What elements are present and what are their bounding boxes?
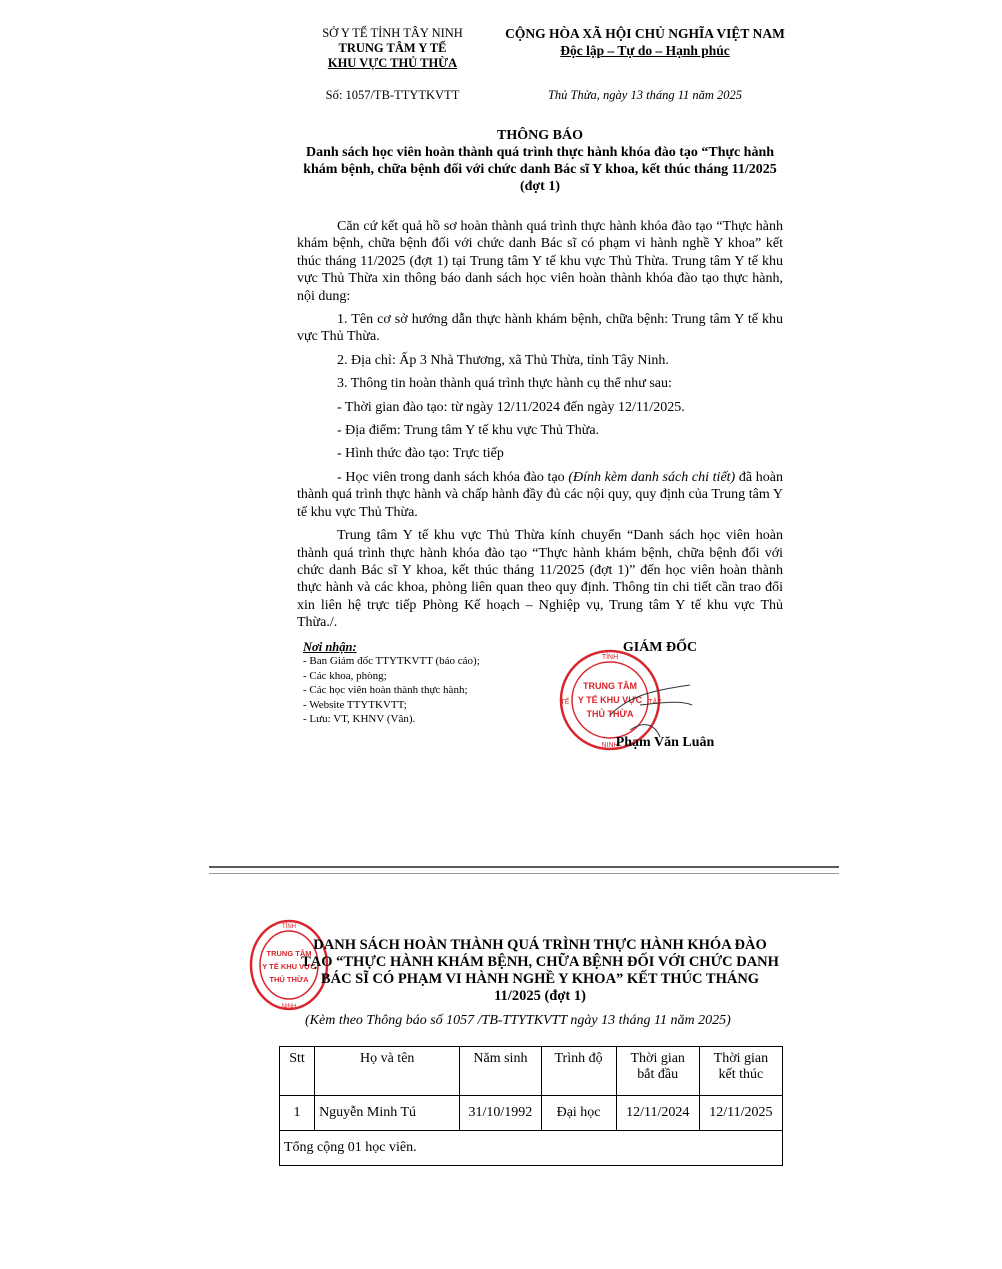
bullet-students — [297, 469, 783, 521]
seal-line-1: TRUNG TÂM — [583, 681, 637, 691]
bullet-students-text: - Học viên trong danh sách khóa đào tạo — [337, 469, 569, 485]
cell-stt: 1 — [280, 1096, 315, 1131]
bullet-training-form: - Hình thức đào tạo: Trực tiếp — [337, 446, 504, 462]
cell-qualification: Đại học — [541, 1096, 616, 1131]
col-header-start-date: Thời gian bắt đầu — [616, 1047, 699, 1096]
student-table — [279, 1046, 783, 1166]
table-total-row — [280, 1131, 783, 1166]
total-count: Tổng cộng 01 học viên. — [280, 1131, 783, 1166]
org-name-line2: KHU VỰC THỦ THỪA — [327, 56, 458, 70]
item-address: 2. Địa chỉ: Ấp 3 Nhà Thương, xã Thủ Thừa, tỉnh Tây Ninh. — [337, 352, 669, 368]
bullet-training-time: - Thời gian đào tạo: từ ngày 12/11/2024 đến ngày 12/11/2025. — [337, 399, 685, 415]
recipient-item: - Website TTYTKVTT; — [303, 698, 407, 711]
seal-top-text: TỈNH — [601, 654, 619, 661]
national-header — [500, 26, 790, 60]
cell-end-date: 12/11/2025 — [699, 1096, 782, 1131]
page-separator — [209, 866, 839, 874]
national-motto: Độc lập – Tự do – Hạnh phúc — [560, 43, 730, 58]
attachment-seal-line-1: TRUNG TÂM — [266, 949, 312, 958]
notice-subtitle: Danh sách học viên hoàn thành quá trình thực hành khóa đào tạo “Thực hành khám bệnh, chữa bệnh đối với chức danh Bác sĩ Y khoa, kết thúc tháng 11/2025 (đợt 1) — [303, 145, 777, 194]
recipients-heading: Nơi nhận: — [303, 640, 357, 654]
recipient-item: - Các khoa, phòng; — [303, 669, 387, 682]
seal-line-3: THỦ THỪA — [586, 709, 634, 719]
notice-body — [297, 218, 783, 638]
bullet-students-text-end: đã hoàn thành quá trình thực hành và chấp hành đầy đủ các nội quy, quy định của Trung tâm Y tế khu vực Thủ Thừa. — [297, 469, 783, 520]
col-header-end-date: Thời gian kết thúc — [699, 1047, 782, 1096]
republic-name: CỘNG HÒA XÃ HỘI CHỦ NGHĨA VIỆT NAM — [505, 26, 785, 41]
col-header-qualification: Trình độ — [541, 1047, 616, 1096]
bullet-training-place: - Địa điểm: Trung tâm Y tế khu vực Thủ Thừa. — [337, 423, 600, 439]
attachment-reference: (Đính kèm danh sách chi tiết) — [568, 469, 736, 485]
recipient-item: - Các học viên hoàn thành thực hành; — [303, 684, 468, 697]
item-facility: 1. Tên cơ sở hướng dẫn thực hành khám bệnh, chữa bệnh: Trung tâm Y tế khu vực Thủ Thừa. — [297, 312, 783, 345]
recipient-item: - Lưu: VT, KHNV (Vân). — [303, 713, 416, 726]
signer-title: GIÁM ĐỐC — [622, 640, 698, 655]
seal-left-text: TẾ — [560, 699, 570, 706]
cell-start-date: 12/11/2024 — [616, 1096, 699, 1131]
seal-line-2: Y TẾ KHU VỰC — [577, 695, 643, 705]
attachment-seal-line-3: THỦ THỪA — [269, 975, 309, 984]
issuer-header — [300, 26, 485, 71]
ministry-name: SỞ Y TẾ TỈNH TÂY NINH — [322, 26, 463, 40]
attachment-note: (Kèm theo Thông báo số 1057 /TB-TTYTKVTT ngày 13 tháng 11 năm 2025) — [305, 1013, 731, 1028]
cell-birth-date: 31/10/1992 — [460, 1096, 541, 1131]
intro-paragraph: Căn cứ kết quả hồ sơ hoàn thành quá trình thực hành khóa đào tạo “Thực hành khám bệnh, chữa bệnh đối với chức danh Bác sĩ có phạm vi hành nghề Y khoa” kết thúc tháng 11/2025 (đợt 1) tại Trung tâm Y tế khu vực Thủ Thừa. Trung tâm Y tế khu vực Thủ Thừa xin thông báo danh sách học viên hoàn thành khóa đào tạo thực hành, nội dung: — [297, 219, 783, 304]
notice-title-block — [290, 127, 790, 195]
recipients-block — [303, 640, 563, 726]
attachment-seal-top: TỈNH — [282, 924, 296, 930]
document-number: Số: 1057/TB-TTYTKVTT — [325, 88, 460, 102]
closing-paragraph: Trung tâm Y tế khu vực Thủ Thừa kính chuyển “Danh sách học viên hoàn thành quá trình thực hành khóa đào tạo “Thực hành khám bệnh, chữa bệnh đối với chức danh Bác sĩ Y khoa, kết thúc tháng 11/2025 (đợt 1)” đến học viên hoàn thành thực hành và các khoa, phòng liên quan theo quy định. Thông tin chi tiết cần trao đổi xin liên hệ trực tiếp Phòng Kế hoạch – Nghiệp vụ, Trung tâm Y tế khu vực Thủ Thừa./. — [297, 528, 783, 631]
attachment-title: DANH SÁCH HOÀN THÀNH QUÁ TRÌNH THỰC HÀNH KHÓA ĐÀO TẠO “THỰC HÀNH KHÁM BỆNH, CHỮA BỆNH ĐỐI VỚI CHỨC DANH BÁC SĨ CÓ PHẠM VI HÀNH NGHỀ Y KHOA” KẾT THÚC THÁNG 11/2025 (đợt 1) — [301, 937, 779, 1004]
attachment-seal-line-2: Y TẾ KHU VỰC — [262, 962, 316, 971]
document-date: Thủ Thừa, ngày 13 tháng 11 năm 2025 — [547, 88, 743, 102]
cell-name: Nguyễn Minh Tú — [315, 1096, 460, 1131]
attachment-seal-bottom: NINH — [281, 1004, 297, 1010]
item-completion-info: 3. Thông tin hoàn thành quá trình thực hành cụ thể như sau: — [337, 376, 672, 392]
notice-title: THÔNG BÁO — [497, 128, 583, 143]
col-header-stt: Stt — [280, 1047, 315, 1096]
seal-bottom-text: NINH — [601, 742, 619, 749]
table-header-row — [280, 1047, 783, 1096]
org-name-line1: TRUNG TÂM Y TẾ — [338, 41, 447, 55]
table-row — [280, 1096, 783, 1131]
signer-name: Phạm Văn Luân — [615, 735, 715, 750]
recipient-item: - Ban Giám đốc TTYTKVTT (báo cáo); — [303, 655, 480, 668]
col-header-birth-year: Năm sinh — [460, 1047, 541, 1096]
col-header-name: Họ và tên — [315, 1047, 460, 1096]
seal-right-text: TÂY — [648, 699, 662, 706]
